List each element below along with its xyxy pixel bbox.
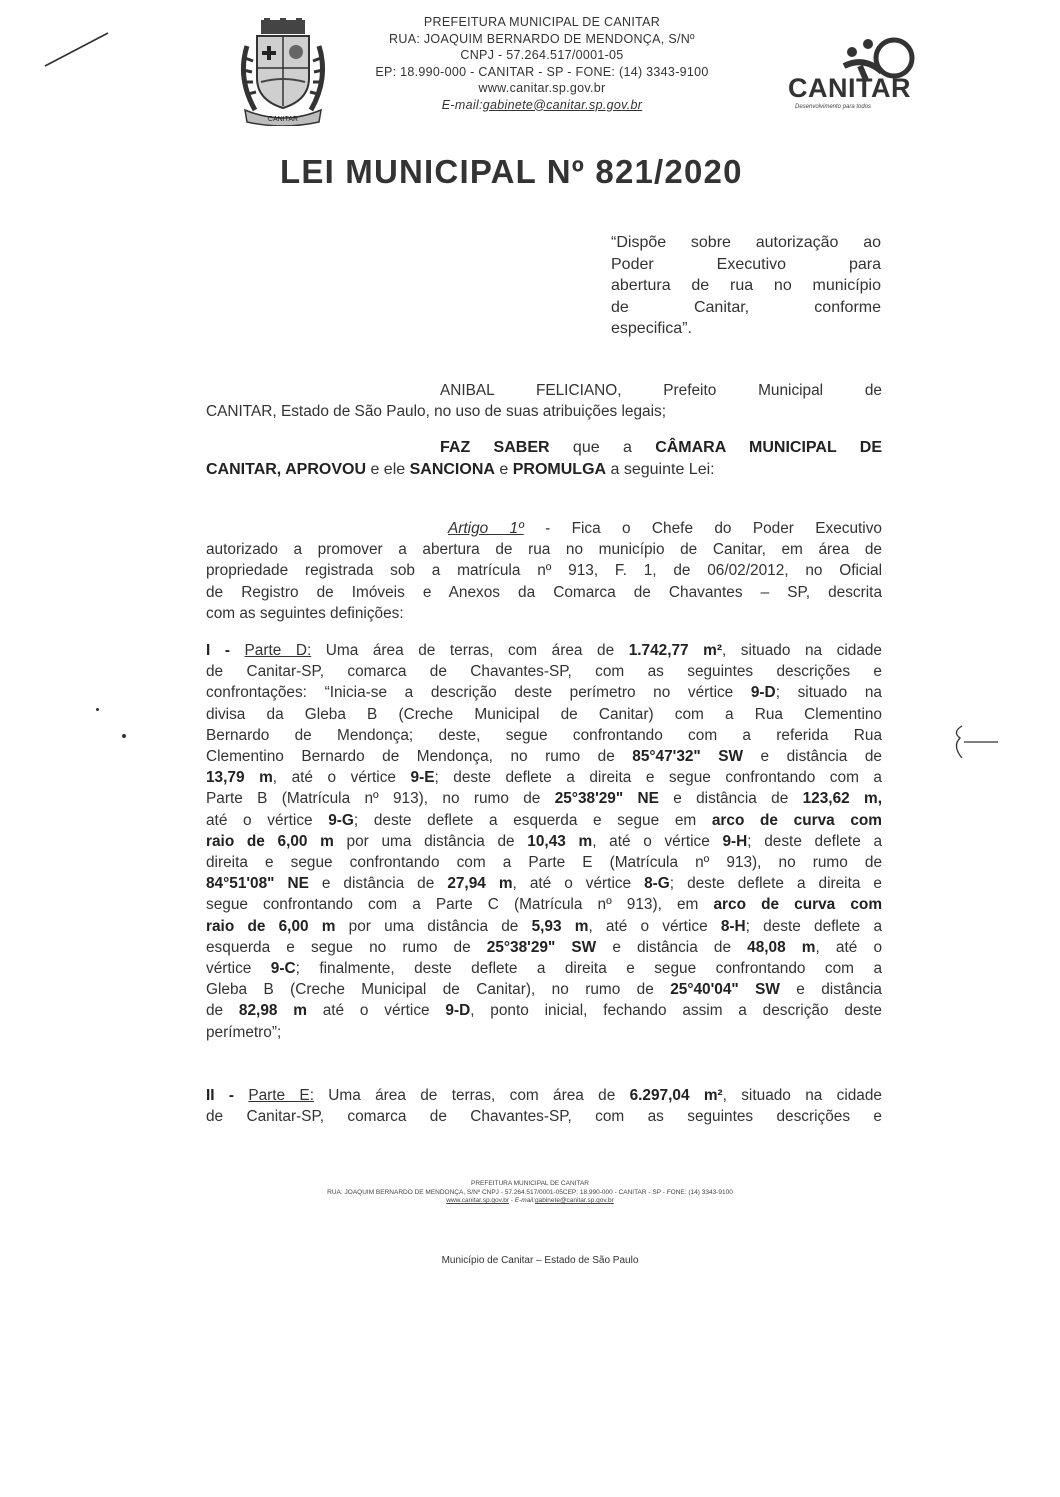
handwritten-bracket-mark — [950, 722, 1000, 762]
article-label: Artigo 1º — [448, 520, 524, 537]
summary-line: especifica”. — [611, 320, 692, 337]
footer-contacts: www.canitar.sp.gov.br - E-mail:gabinete@canitar.sp.gov.br — [446, 1197, 614, 1204]
pen-stroke-mark — [40, 28, 110, 73]
logo-tagline: Desenvolvimento para todos — [795, 104, 872, 110]
page-footer — [210, 1180, 850, 1206]
letterhead-title: PREFEITURA MUNICIPAL DE CANITAR — [423, 15, 661, 29]
item-parte-d: I - Parte D: Uma área de terras, com área de 1.742,77 m², situado na cidade de Canitar-SP, comarca de Chavantes-SP, com as seguintes descrições e confrontações: “Inicia-se a descrição deste perímetro no vértice 9-D; situado na divisa da Gleba B (Creche Municipal de Canitar) com a Rua Clementino Bernardo de Mendonça; deste, segue confrontando com a referida Rua Clementino Bernardo de Mendonça, no rumo de 85°47'32" SW e distância de 13,79 m, até o vértice 9-E; deste deflete a direita e segue confrontando com a Parte B (Matrícula nº 913), no rumo de 25°38'29" NE e distância de 123,62 m, até o vértice 9-G; deste deflete a esquerda e segue em arco de curva com raio de 6,00 m por uma distância de 10,43 m, até o vértice 9-H; deste deflete a direita e segue confrontando com a Parte E (Matrícula nº 913), no rumo de 84°51'08" NE e distância de 27,94 m, até o vértice 8-G; deste deflete a direita e segue confrontando com a Parte C (Matrícula nº 913), em arco de curva com raio de 6,00 m por uma distância de 5,93 m, até o vértice 8-H; deste deflete a esquerda e segue no rumo de 25°38'29" SW e distância de 48,08 m, até o vértice 9-C; finalmente, deste deflete a direita e segue confrontando com a Gleba B (Creche Municipal de Canitar), no rumo de 25°40'04" SW e distância de 82,98 m até o vértice 9-D, ponto inicial, fechando assim a descrição deste perímetro”; — [206, 642, 883, 1041]
summary-line: “Dispõe sobre autorização ao — [611, 234, 881, 251]
article-1: Artigo 1º - Fica o Chefe do Poder Executivo autorizado a promover a abertura de rua no município de Canitar, em área de propriedade registrada sob a matrícula nº 913, F. 1, de 06/02/2012, no Oficial de Registro de Imóveis e Anexos da Comarca de Chavantes – SP, descrita com as seguintes definições: — [206, 520, 882, 622]
law-title: LEI MUNICIPAL Nº 821/2020 — [280, 153, 743, 190]
mayor-name: ANIBAL FELICIANO, — [440, 382, 622, 399]
summary-line: de Canitar, conforme — [611, 298, 881, 316]
letterhead-cnpj: CNPJ - 57.264.517/0001-05 — [460, 48, 624, 62]
letterhead — [342, 14, 742, 113]
parte-e-label: Parte E: — [248, 1087, 314, 1104]
stray-dot — [122, 734, 126, 738]
letterhead-website: www.canitar.sp.gov.br — [478, 81, 606, 95]
municipal-crest-icon — [233, 18, 333, 126]
letterhead-cep-phone: EP: 18.990-000 - CANITAR - SP - FONE: (14) 3343-9100 — [375, 64, 709, 79]
summary-line: abertura de rua no município — [611, 277, 881, 294]
proclamation-paragraph: FAZ SABER que a CÂMARA MUNICIPAL DE CANITAR, APROVOU e ele SANCIONA e PROMULGA a seguinte Lei: — [206, 439, 883, 478]
footer-title: PREFEITURA MUNICIPAL DE CANITAR — [471, 1180, 589, 1187]
parte-d-label: Parte D: — [244, 642, 312, 659]
intro-paragraph: ANIBAL FELICIANO, Prefeito Municipal de CANITAR, Estado de São Paulo, no uso de suas atribuições legais; — [206, 382, 882, 421]
letterhead-email: E-mail:gabinete@canitar.sp.gov.br — [441, 97, 643, 112]
logo-wordmark: CANITAR — [788, 73, 911, 103]
law-summary — [611, 232, 881, 340]
footer-municipality: Município de Canitar – Estado de São Paulo — [441, 1255, 639, 1266]
stray-dot — [96, 708, 99, 711]
footer-address: RUA: JOAQUIM BERNARDO DE MENDONÇA, S/Nº CNPJ - 57.264.517/0001-05CEP: 18.990-000 - CANITAR - SP - FONE: (14) 3343-9100 — [327, 1188, 733, 1196]
svg-text:CANITAR: CANITAR — [267, 116, 299, 123]
item-parte-e: II - Parte E: Uma área de terras, com área de 6.297,04 m², situado na cidade de Canitar-SP, comarca de Chavantes-SP, com as seguintes descrições e — [206, 1087, 882, 1126]
letterhead-address: RUA: JOAQUIM BERNARDO DE MENDONÇA, S/Nº — [389, 31, 695, 46]
summary-line: Poder Executivo para — [611, 255, 881, 273]
